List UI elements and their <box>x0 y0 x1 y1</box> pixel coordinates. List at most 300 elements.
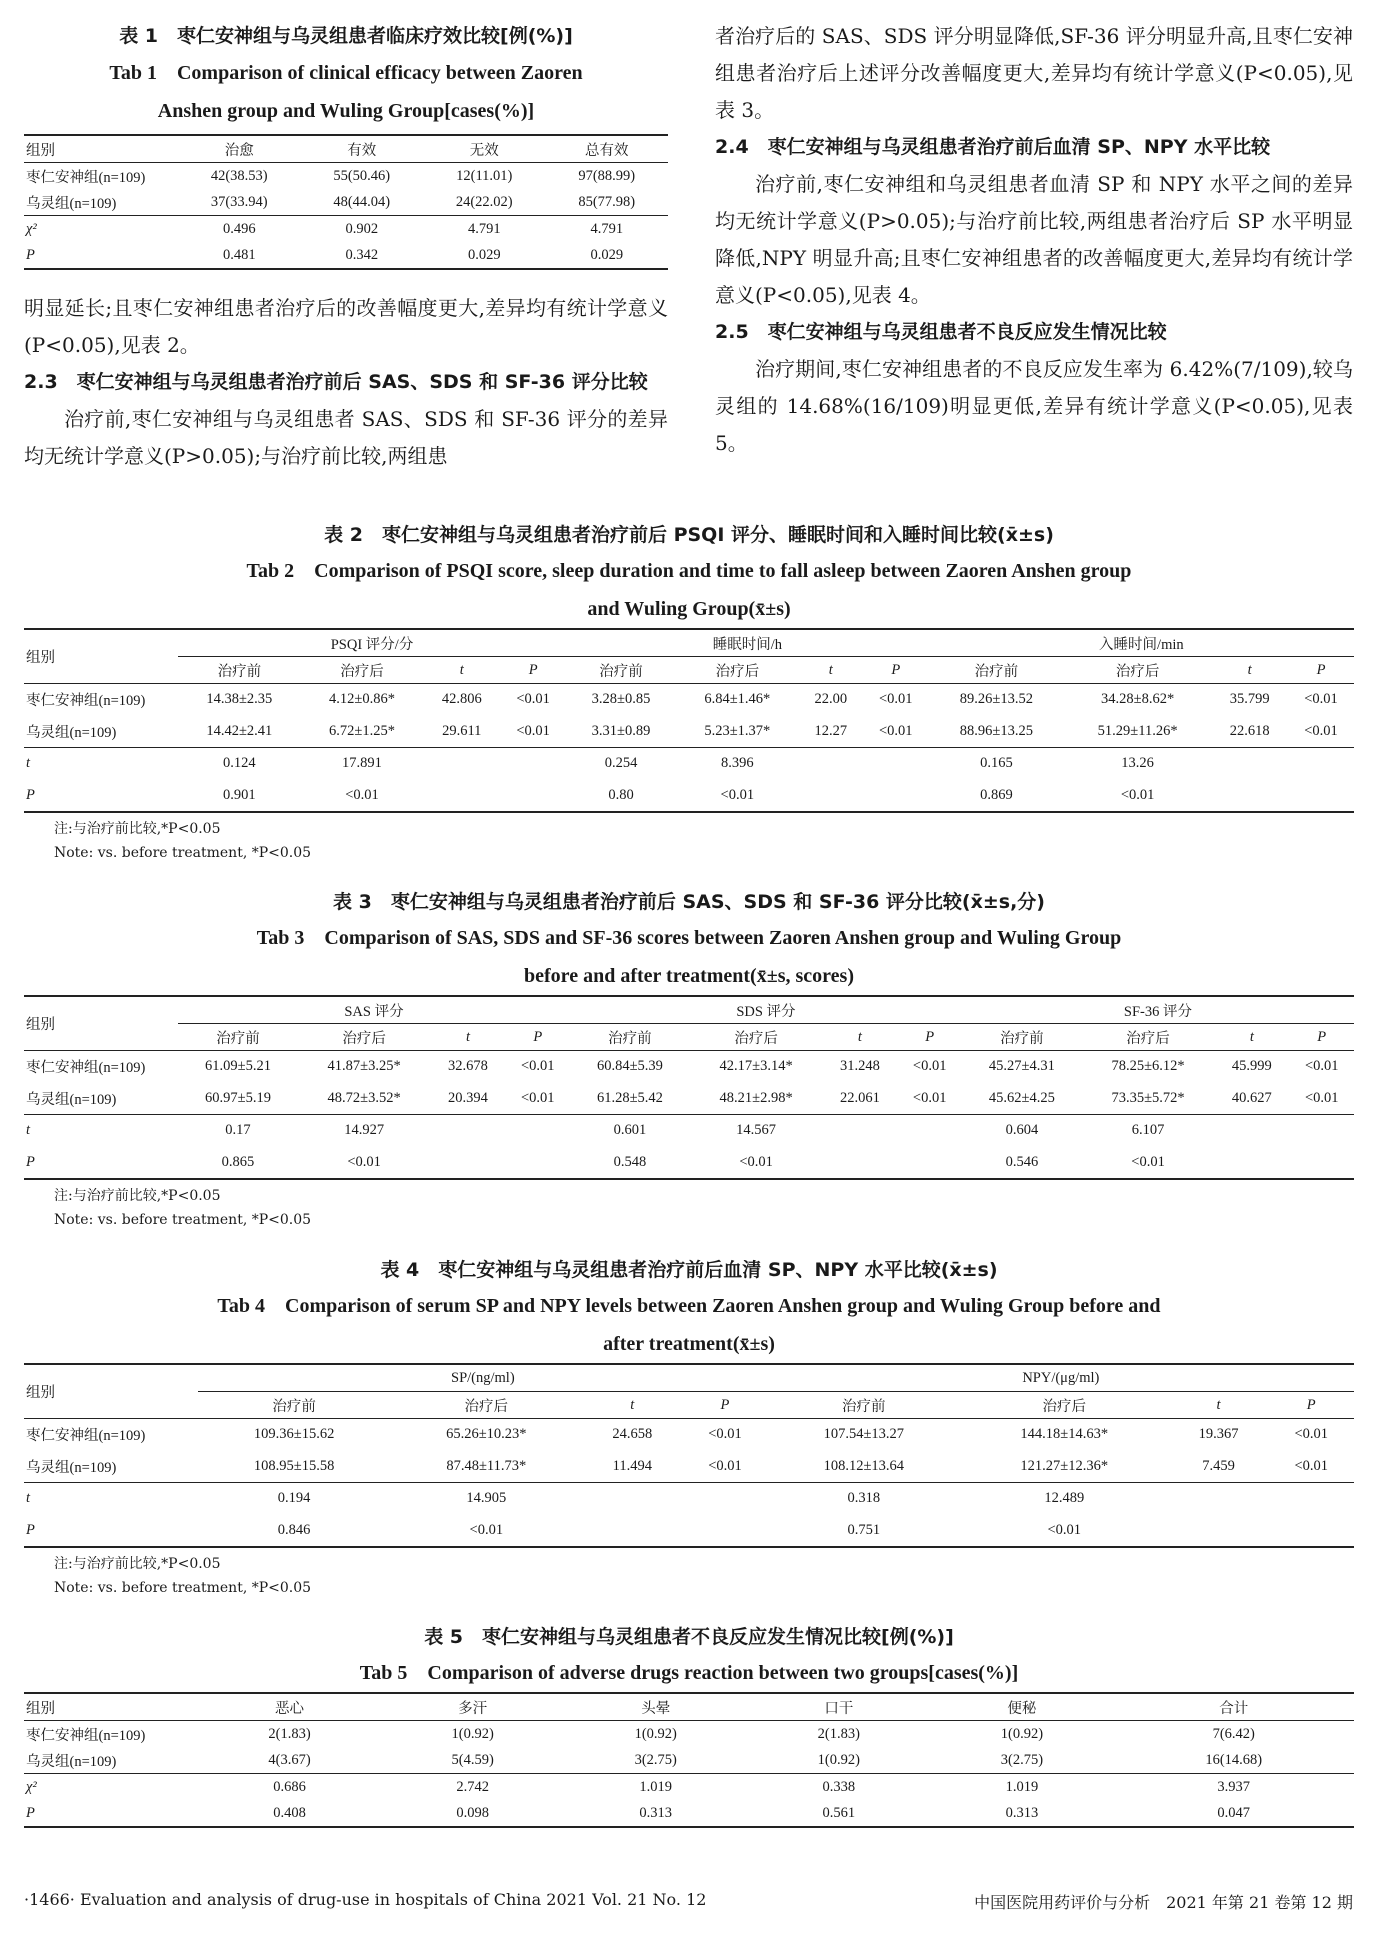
table-cell: P <box>26 246 35 263</box>
page-footer-right: 中国医院用药评价与分析 2021 年第 21 卷第 12 期 <box>974 1893 1353 1912</box>
subheader: P <box>528 661 538 678</box>
tab1-caption-en-1: Tab 1 Comparison of clinical efficacy between Zaoren <box>109 62 583 84</box>
group-label: SDS 评分 <box>570 996 962 1024</box>
section-heading-2-5: 2.5 枣仁安神组与乌灵组患者不良反应发生情况比较 <box>715 321 1167 343</box>
table-cell: χ² <box>26 220 37 237</box>
table-cell <box>822 1115 897 1147</box>
table-cell: 0.165 <box>980 755 1013 772</box>
table-cell <box>682 1483 767 1515</box>
table-cell: 0.313 <box>639 1804 673 1821</box>
table-cell: 60.97±5.19 <box>204 1089 271 1106</box>
table-cell <box>1214 1147 1289 1179</box>
tab4-note-cn: 注:与治疗前比较,*P<0.05 <box>54 1555 221 1572</box>
table-cell <box>1214 1115 1289 1147</box>
table-cell: <0.01 <box>708 1426 742 1443</box>
table-cell <box>1289 1115 1354 1147</box>
table-cell: <0.01 <box>347 1153 381 1170</box>
table-cell: 45.999 <box>1231 1058 1272 1075</box>
table-cell: 4(3.67) <box>268 1751 311 1768</box>
body-paragraph: 明显延长;且枣仁安神组患者治疗后的改善幅度更大,差异均有统计学意义(P<0.05),见表 2。 <box>24 296 668 357</box>
tab1-header: 有效 <box>347 142 377 159</box>
table-cell: 19.367 <box>1198 1426 1239 1443</box>
table-cell: t <box>26 1490 31 1507</box>
tab3-note-cn: 注:与治疗前比较,*P<0.05 <box>54 1187 221 1204</box>
tab4-block <box>24 1253 1354 1600</box>
table-cell <box>863 748 929 780</box>
table-cell <box>506 1115 570 1147</box>
subheader: t <box>1249 1028 1254 1045</box>
group-label: SF-36 评分 <box>962 996 1354 1024</box>
table-cell: 48.72±3.52* <box>327 1089 401 1106</box>
table-cell: 12.27 <box>814 722 848 739</box>
body-paragraph: 者治疗后的 SAS、SDS 评分明显降低,SF-36 评分明显升高,且枣仁安神组患者治疗后上述评分改善幅度更大,差异均有统计学意义(P<0.05),见表 3。 <box>715 24 1353 122</box>
table-row <box>24 163 668 190</box>
table-cell: <0.01 <box>720 786 755 803</box>
tab5-header: 便秘 <box>1007 1700 1037 1717</box>
table-cell: 107.54±13.27 <box>823 1426 905 1443</box>
subheader: 治疗前 <box>842 1398 886 1415</box>
table-cell: 61.28±5.42 <box>596 1089 663 1106</box>
table-cell <box>500 780 566 812</box>
table-cell: 35.799 <box>1229 691 1270 708</box>
table-cell: 7(6.42) <box>1212 1725 1255 1742</box>
table-cell: t <box>26 755 31 772</box>
table-cell: 60.84±5.39 <box>596 1058 663 1075</box>
tab5-table <box>24 1692 1354 1828</box>
table-cell: 48(44.04) <box>333 193 391 210</box>
table-row <box>24 242 668 269</box>
tab1-table <box>24 134 668 270</box>
subheader: 治疗前 <box>216 1030 260 1047</box>
table-cell: 108.95±15.58 <box>253 1457 335 1474</box>
table-cell: 6.84±1.46* <box>704 691 771 708</box>
subheader: 治疗后 <box>464 1398 509 1415</box>
tab2-caption-cn: 表 2 枣仁安神组与乌灵组患者治疗前后 PSQI 评分、睡眠时间和入睡时间比较(x̄±s) <box>324 524 1054 546</box>
subheader: P <box>720 1396 730 1413</box>
table-cell: <0.01 <box>739 1153 773 1170</box>
table-cell: 乌灵组(n=109) <box>26 1091 117 1108</box>
table-cell: 3(2.75) <box>1000 1751 1044 1768</box>
table-cell: 3.937 <box>1217 1778 1251 1795</box>
table-cell: 85(77.98) <box>578 193 636 210</box>
table-cell <box>506 1147 570 1179</box>
table-cell: <0.01 <box>1304 1058 1339 1075</box>
table-cell: 0.561 <box>822 1804 856 1821</box>
table-cell <box>582 1515 682 1547</box>
table-cell: 20.394 <box>448 1089 488 1106</box>
table-cell: 48.21±2.98* <box>719 1089 793 1106</box>
table-cell: 1(0.92) <box>1000 1725 1044 1742</box>
subheader: 治疗前 <box>272 1398 316 1415</box>
table-cell: 11.494 <box>612 1457 652 1474</box>
table-cell: 3.28±0.85 <box>591 691 651 708</box>
subheader: P <box>891 661 901 678</box>
tab5-caption-en: Tab 5 Comparison of adverse drugs reaction between two groups[cases(%)] <box>359 1662 1019 1684</box>
subheader: 治疗后 <box>1126 1030 1170 1047</box>
subheader: 治疗后 <box>715 663 760 680</box>
body-paragraph: 治疗前,枣仁安神组和乌灵组患者血清 SP 和 NPY 水平之间的差异均无统计学意义(P>0.05);与治疗前比较,两组患者治疗后 SP 水平明显降低,NPY 明显升高;且枣仁安神组患者的改善幅度更大,差异均有统计学意义(P<0.05),见表 4。 <box>715 172 1353 307</box>
subheader: P <box>1316 661 1326 678</box>
table-cell <box>430 1147 505 1179</box>
table-cell: 乌灵组(n=109) <box>26 724 117 741</box>
left-column <box>24 18 668 475</box>
table-cell: 0.194 <box>277 1490 311 1507</box>
tab4-table <box>24 1363 1354 1548</box>
table-cell: 1(0.92) <box>451 1725 494 1742</box>
table-cell: 89.26±13.52 <box>959 691 1033 708</box>
right-column <box>715 18 1353 462</box>
table-cell: 61.09±5.21 <box>204 1058 271 1075</box>
tab3-caption-en-2: before and after treatment(x̄±s, scores) <box>524 965 854 987</box>
tab1-header: 总有效 <box>585 142 629 159</box>
table-cell <box>430 1115 505 1147</box>
table-cell: 0.17 <box>225 1122 251 1139</box>
table-cell: 6.72±1.25* <box>329 722 395 739</box>
subheader: P <box>925 1028 935 1045</box>
table-cell: 乌灵组(n=109) <box>26 1459 117 1476</box>
table-cell: 37(33.94) <box>210 193 268 210</box>
table-cell: 0.548 <box>613 1153 647 1170</box>
tab5-header: 口干 <box>824 1700 854 1717</box>
table-cell: <0.01 <box>1304 1089 1339 1106</box>
group-header: 组别 <box>24 629 178 684</box>
table-cell: 41.87±3.25* <box>327 1058 401 1075</box>
table-cell: 乌灵组(n=109) <box>26 195 117 212</box>
table-cell: 0.313 <box>1005 1804 1039 1821</box>
group-label: SAS 评分 <box>178 996 570 1024</box>
table-cell: 8.396 <box>721 755 754 772</box>
table-cell: 31.248 <box>839 1058 880 1075</box>
tab2-caption-en-1: Tab 2 Comparison of PSQI score, sleep duration and time to fall asleep between Zaoren Anshen group <box>246 560 1132 582</box>
subheader: P <box>533 1028 543 1045</box>
table-cell: 78.25±6.12* <box>1111 1058 1185 1075</box>
table-cell: <0.01 <box>912 1089 947 1106</box>
tab2-block <box>24 518 1354 865</box>
table-cell: 4.791 <box>590 220 624 237</box>
table-cell: <0.01 <box>520 1089 555 1106</box>
group-header: 组别 <box>24 1364 198 1419</box>
table-cell: 14.567 <box>736 1122 777 1139</box>
table-cell: 0.481 <box>222 246 256 263</box>
subheader: t <box>857 1028 862 1045</box>
subheader: 治疗后 <box>1042 1398 1086 1415</box>
table-cell: 121.27±12.36* <box>1020 1457 1109 1474</box>
tab3-caption-cn: 表 3 枣仁安神组与乌灵组患者治疗前后 SAS、SDS 和 SF-36 评分比较(x̄±s,分) <box>333 891 1045 913</box>
table-row <box>24 1515 1354 1547</box>
table-cell: <0.01 <box>1131 1153 1165 1170</box>
tab3-block <box>24 885 1354 1232</box>
table-cell: <0.01 <box>1047 1521 1082 1538</box>
table-row <box>24 1083 1354 1115</box>
table-cell: 109.36±15.62 <box>253 1426 335 1443</box>
tab1-caption-en-2: Anshen group and Wuling Group[cases(%)] <box>157 100 535 122</box>
table-cell <box>1211 748 1288 780</box>
subheader: t <box>465 1028 470 1045</box>
subheader: 治疗后 <box>340 663 384 680</box>
table-cell: 22.00 <box>814 691 848 708</box>
subheader: t <box>630 1396 635 1413</box>
table-cell: <0.01 <box>516 722 550 739</box>
table-cell: 2(1.83) <box>817 1725 860 1742</box>
tab5-header: 合计 <box>1219 1700 1249 1717</box>
tab1-header: 治愈 <box>224 142 254 159</box>
table-cell: P <box>26 1804 35 1821</box>
table-cell: 6.107 <box>1131 1122 1165 1139</box>
table-cell <box>863 780 929 812</box>
table-cell: 1(0.92) <box>634 1725 677 1742</box>
table-cell: 0.408 <box>273 1804 306 1821</box>
table-cell: 42(38.53) <box>210 167 268 184</box>
table-cell <box>1268 1515 1354 1547</box>
subheader: 治疗后 <box>342 1030 386 1047</box>
table-row <box>24 1051 1354 1083</box>
table-cell <box>898 1115 962 1147</box>
table-cell <box>1288 748 1354 780</box>
subheader: 治疗前 <box>1000 1030 1044 1047</box>
table-cell: 0.80 <box>608 786 634 803</box>
table-row <box>24 748 1354 780</box>
table-cell: 0.254 <box>604 755 638 772</box>
table-cell: 0.047 <box>1217 1804 1251 1821</box>
table-cell: 42.17±3.14* <box>719 1058 793 1075</box>
table-cell: <0.01 <box>708 1457 742 1474</box>
table-cell: 73.35±5.72* <box>1111 1089 1185 1106</box>
table-cell: 12(11.01) <box>456 167 513 184</box>
table-cell: 1(0.92) <box>817 1751 860 1768</box>
table-cell: <0.01 <box>1120 786 1155 803</box>
table-row <box>24 684 1354 716</box>
table-cell <box>682 1515 767 1547</box>
subheader: 治疗前 <box>608 1030 652 1047</box>
table-cell: 51.29±11.26* <box>1097 722 1178 739</box>
table-cell: 0.604 <box>1005 1122 1039 1139</box>
table-cell <box>1169 1483 1269 1515</box>
tab1-header: 组别 <box>26 142 55 159</box>
table-cell: 17.891 <box>342 755 382 772</box>
subheader: P <box>1317 1028 1327 1045</box>
table-row <box>24 1774 1354 1801</box>
table-cell: 枣仁安神组(n=109) <box>26 169 146 186</box>
tab5-header: 组别 <box>26 1700 55 1717</box>
table-cell: 22.061 <box>839 1089 880 1106</box>
body-paragraph: 治疗期间,枣仁安神组患者的不良反应发生率为 6.42%(7/109),较乌灵组的 14.68%(16/109)明显更低,差异有统计学意义(P<0.05),见表 5。 <box>715 357 1353 455</box>
table-cell: 29.611 <box>442 722 482 739</box>
table-cell: 0.338 <box>822 1778 856 1795</box>
table-row <box>24 216 668 243</box>
tab2-table <box>24 628 1354 813</box>
table-cell: 14.927 <box>344 1122 385 1139</box>
table-cell: 枣仁安神组(n=109) <box>26 1727 146 1744</box>
table-cell: 87.48±11.73* <box>446 1457 527 1474</box>
subheader: t <box>1216 1396 1221 1413</box>
table-cell: 13.26 <box>1121 755 1154 772</box>
table-row <box>24 1115 1354 1147</box>
table-cell: 0.865 <box>221 1153 255 1170</box>
subheader: P <box>1306 1396 1316 1413</box>
table-cell: 0.902 <box>345 220 379 237</box>
table-cell: 12.489 <box>1044 1490 1085 1507</box>
table-cell: <0.01 <box>345 786 379 803</box>
tab4-note-en: Note: vs. before treatment, *P<0.05 <box>54 1579 312 1596</box>
table-cell: 5(4.59) <box>451 1751 494 1768</box>
table-cell: 1.019 <box>1005 1778 1039 1795</box>
tab5-caption-cn: 表 5 枣仁安神组与乌灵组患者不良反应发生情况比较[例(%)] <box>424 1626 954 1648</box>
page-footer-left: ·1466· Evaluation and analysis of drug-use in hospitals of China 2021 Vol. 21 No. 12 <box>24 1890 707 1909</box>
table-cell: 144.18±14.63* <box>1020 1426 1109 1443</box>
table-cell <box>1268 1483 1354 1515</box>
table-cell: <0.01 <box>879 722 913 739</box>
tab2-note-cn: 注:与治疗前比较,*P<0.05 <box>54 820 221 837</box>
table-cell: 24.658 <box>612 1426 653 1443</box>
table-row <box>24 1483 1354 1515</box>
table-row <box>24 780 1354 812</box>
tab3-note-en: Note: vs. before treatment, *P<0.05 <box>54 1211 312 1228</box>
section-heading-2-4: 2.4 枣仁安神组与乌灵组患者治疗前后血清 SP、NPY 水平比较 <box>715 136 1271 158</box>
table-cell: 24(22.02) <box>455 193 513 210</box>
table-row <box>24 1721 1354 1748</box>
table-cell: <0.01 <box>516 691 550 708</box>
table-cell: 88.96±13.25 <box>959 722 1033 739</box>
table-cell <box>898 1147 962 1179</box>
table-cell <box>1211 780 1288 812</box>
group-label: SP/(ng/ml) <box>198 1364 768 1392</box>
tab4-caption-cn: 表 4 枣仁安神组与乌灵组患者治疗前后血清 SP、NPY 水平比较(x̄±s) <box>380 1259 998 1281</box>
table-row <box>24 1800 1354 1827</box>
body-paragraph: 治疗前,枣仁安神组与乌灵组患者 SAS、SDS 和 SF-36 评分的差异均无统计学意义(P>0.05);与治疗前比较,两组患 <box>24 407 668 468</box>
subheader: 治疗前 <box>599 663 643 680</box>
table-row <box>24 1747 1354 1774</box>
table-cell: 22.618 <box>1229 722 1270 739</box>
table-cell: 97(88.99) <box>578 167 636 184</box>
table-cell: 4.12±0.86* <box>329 691 395 708</box>
tab1-caption-cn: 表 1 枣仁安神组与乌灵组患者临床疗效比较[例(%)] <box>119 25 573 47</box>
table-cell: <0.01 <box>1294 1426 1328 1443</box>
group-label: 入睡时间/min <box>929 629 1354 657</box>
table-cell: 1.019 <box>639 1778 673 1795</box>
table-cell: 55(50.46) <box>333 167 391 184</box>
tab2-caption-en-2: and Wuling Group(x̄±s) <box>587 598 791 620</box>
group-label: PSQI 评分/分 <box>178 629 566 657</box>
table-cell: <0.01 <box>879 691 913 708</box>
subheader: 治疗前 <box>974 663 1019 680</box>
table-cell: 0.318 <box>847 1490 881 1507</box>
table-cell: 108.12±13.64 <box>823 1457 905 1474</box>
section-heading-2-3: 2.3 枣仁安神组与乌灵组患者治疗前后 SAS、SDS 和 SF-36 评分比较 <box>24 371 648 393</box>
table-cell <box>1288 780 1354 812</box>
table-cell: 32.678 <box>448 1058 488 1075</box>
table-cell: 0.029 <box>467 246 501 263</box>
table-cell: 0.901 <box>223 786 256 803</box>
table-cell: <0.01 <box>1304 722 1338 739</box>
table-row <box>24 716 1354 748</box>
group-label: 睡眠时间/h <box>566 629 929 657</box>
table-cell: 14.38±2.35 <box>206 691 273 708</box>
table-row <box>24 1147 1354 1179</box>
table-cell <box>1169 1515 1269 1547</box>
tab4-caption-en-1: Tab 4 Comparison of serum SP and NPY levels between Zaoren Anshen group and Wuling Group before and <box>217 1295 1161 1317</box>
table-cell: χ² <box>26 1778 37 1795</box>
table-cell: 0.601 <box>613 1122 647 1139</box>
table-cell: 0.029 <box>590 246 624 263</box>
table-cell: 14.42±2.41 <box>206 722 273 739</box>
table-cell: <0.01 <box>912 1058 947 1075</box>
tab4-caption-en-2: after treatment(x̄±s) <box>603 1333 775 1355</box>
table-cell <box>822 1147 897 1179</box>
table-cell <box>799 780 863 812</box>
table-cell: 40.627 <box>1231 1089 1272 1106</box>
tab5-block <box>24 1620 1354 1828</box>
subheader: 治疗后 <box>734 1030 778 1047</box>
table-cell: P <box>26 786 35 803</box>
table-cell: <0.01 <box>520 1058 555 1075</box>
table-cell: 0.342 <box>345 246 379 263</box>
table-row <box>24 1451 1354 1483</box>
table-cell: 34.28±8.62* <box>1101 691 1175 708</box>
table-cell: 0.496 <box>222 220 256 237</box>
table-cell: 45.62±4.25 <box>988 1089 1055 1106</box>
table-cell: 0.686 <box>273 1778 306 1795</box>
subheader: 治疗后 <box>1115 663 1160 680</box>
group-label: NPY/(μg/ml) <box>768 1364 1354 1392</box>
table-cell: 42.806 <box>441 691 482 708</box>
subheader: 治疗前 <box>217 663 262 680</box>
tab3-caption-en-1: Tab 3 Comparison of SAS, SDS and SF-36 scores between Zaoren Anshen group and Wuling Group <box>256 927 1122 949</box>
table-cell: 3(2.75) <box>634 1751 677 1768</box>
table-cell: 乌灵组(n=109) <box>26 1753 117 1770</box>
table-cell: 0.098 <box>456 1804 489 1821</box>
subheader: t <box>828 661 833 678</box>
table-cell <box>500 748 566 780</box>
tab5-header: 多汗 <box>458 1700 488 1717</box>
tab2-note-en: Note: vs. before treatment, *P<0.05 <box>54 844 312 861</box>
table-cell: 14.905 <box>466 1490 507 1507</box>
table-cell: P <box>26 1153 35 1170</box>
table-cell: 0.124 <box>223 755 256 772</box>
table-cell: <0.01 <box>1294 1457 1328 1474</box>
tab3-table <box>24 995 1354 1180</box>
table-cell: <0.01 <box>1304 691 1338 708</box>
table-cell: 65.26±10.23* <box>446 1426 527 1443</box>
table-cell: 4.791 <box>467 220 501 237</box>
table-cell: 5.23±1.37* <box>704 722 771 739</box>
table-cell: 0.546 <box>1005 1153 1039 1170</box>
table-cell: 0.846 <box>277 1521 311 1538</box>
table-cell: 枣仁安神组(n=109) <box>26 693 146 710</box>
table-cell: 0.869 <box>980 786 1013 803</box>
table-cell <box>423 748 500 780</box>
table-cell <box>582 1483 682 1515</box>
subheader: t <box>1247 661 1252 678</box>
table-cell: 2.742 <box>456 1778 489 1795</box>
table-cell: 7.459 <box>1202 1457 1235 1474</box>
table-cell: 0.751 <box>847 1521 881 1538</box>
group-header: 组别 <box>24 996 178 1051</box>
tab5-header: 恶心 <box>275 1700 305 1717</box>
table-cell: t <box>26 1122 31 1139</box>
table-cell <box>1289 1147 1354 1179</box>
table-cell <box>423 780 500 812</box>
subheader: t <box>459 661 464 678</box>
table-cell: 16(14.68) <box>1205 1751 1263 1768</box>
table-row <box>24 189 668 216</box>
table-cell: 45.27±4.31 <box>988 1058 1055 1075</box>
table-cell: P <box>26 1521 35 1538</box>
table-cell: 枣仁安神组(n=109) <box>26 1428 146 1445</box>
table-cell: 3.31±0.89 <box>591 722 651 739</box>
table-cell <box>799 748 863 780</box>
table-row <box>24 1419 1354 1451</box>
table-cell: 2(1.83) <box>268 1725 311 1742</box>
